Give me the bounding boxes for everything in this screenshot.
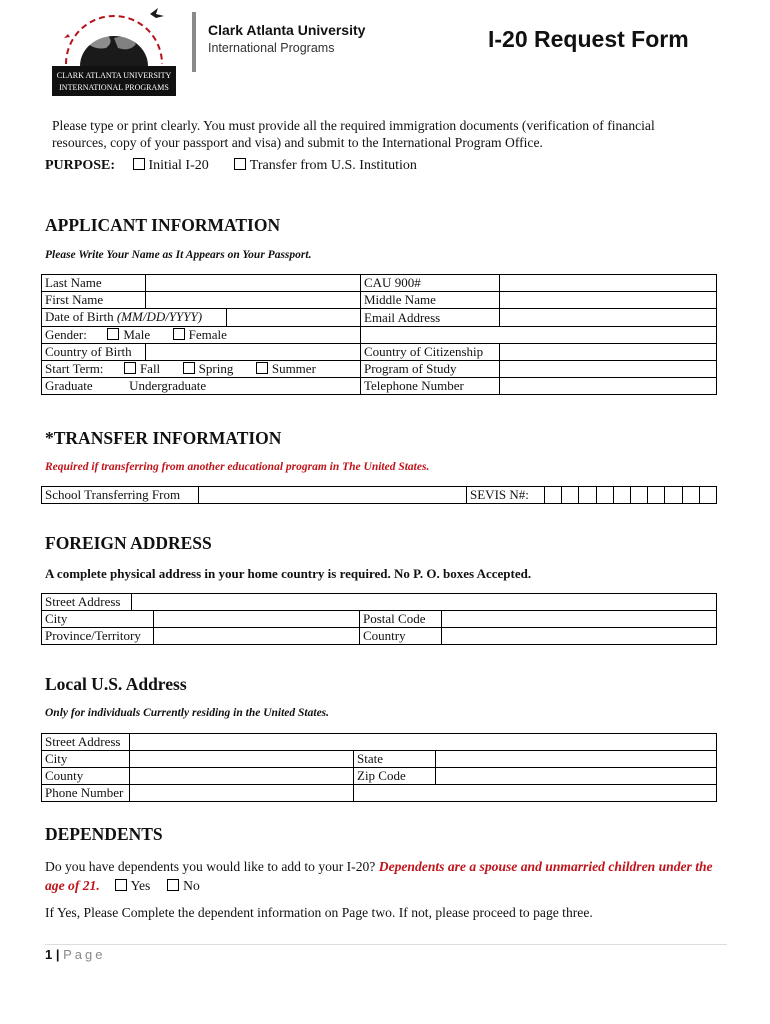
female-checkbox[interactable] (173, 328, 185, 340)
county-label: County (42, 768, 130, 785)
sevis-digit[interactable] (682, 487, 699, 504)
dob-field[interactable] (228, 309, 360, 326)
intro-text: Please type or print clearly. You must provide all the required immigration documents (verification of financial resources, copy of your passport and visa) and submit to the International Program Office. (52, 118, 655, 150)
cau-field[interactable] (500, 275, 717, 292)
initial-i20-label: Initial I-20 (148, 158, 209, 173)
postal-label: Postal Code (360, 611, 442, 628)
sevis-digit[interactable] (596, 487, 613, 504)
transfer-label: Transfer from U.S. Institution (249, 158, 417, 173)
local-table (41, 733, 717, 802)
summer-label: Summer (271, 361, 316, 376)
dependents-no-checkbox[interactable] (167, 879, 179, 891)
program-field[interactable] (500, 361, 717, 378)
local-heading: Local U.S. Address (45, 674, 187, 694)
footer-divider (45, 944, 727, 945)
logo-line-2: INTERNATIONAL PROGRAMS (59, 83, 169, 92)
fall-label: Fall (139, 361, 161, 376)
cau-label: CAU 900# (361, 275, 500, 292)
dob-label: Date of Birth (45, 309, 114, 324)
summer-checkbox[interactable] (256, 362, 268, 374)
dob-label-cell (42, 309, 227, 326)
school-label: School Transferring From (42, 487, 199, 504)
globe-icon (64, 8, 164, 66)
purpose-row (45, 158, 417, 174)
dob-format: (MM/DD/YYYY) (116, 309, 203, 324)
page-word: Page (63, 947, 106, 962)
undergraduate-label[interactable]: Undergraduate (129, 378, 207, 393)
zip-field[interactable] (436, 768, 717, 785)
page-footer (45, 947, 106, 962)
middle-name-field[interactable] (500, 292, 717, 309)
sevis-digit[interactable] (699, 487, 716, 504)
transfer-table (41, 486, 717, 504)
state-field[interactable] (436, 751, 717, 768)
applicant-heading: APPLICANT INFORMATION (45, 215, 281, 235)
zip-label: Zip Code (354, 768, 436, 785)
telephone-label: Telephone Number (361, 378, 500, 395)
department-name: International Programs (208, 41, 335, 55)
foreign-street-label: Street Address (42, 594, 132, 611)
telephone-field[interactable] (500, 378, 717, 395)
dependents-question: Do you have dependents you would like to add to your I-20? (45, 859, 376, 874)
male-label: Male (123, 327, 151, 342)
dependents-heading: DEPENDENTS (45, 824, 163, 844)
foreign-table (41, 593, 717, 645)
dependents-definition: Dependents are a spouse and unmarried children under the age of 21. (45, 859, 713, 893)
transfer-note: Required if transferring from another educational program in The United States. (45, 461, 430, 473)
sevis-digit[interactable] (648, 487, 665, 504)
first-name-label: First Name (42, 292, 146, 309)
graduate-label[interactable]: Graduate (45, 378, 93, 393)
last-name-label: Last Name (42, 275, 146, 292)
local-street-field[interactable] (130, 734, 717, 751)
form-title: I-20 Request Form (488, 26, 689, 52)
transfer-checkbox[interactable] (234, 158, 246, 170)
middle-name-label: Middle Name (361, 292, 500, 309)
program-label: Program of Study (361, 361, 500, 378)
email-label: Email Address (361, 309, 500, 327)
transfer-heading: *TRANSFER INFORMATION (45, 428, 282, 448)
first-name-field[interactable] (146, 292, 361, 309)
university-name: Clark Atlanta University (208, 22, 366, 38)
foreign-city-label: City (42, 611, 154, 628)
email-field[interactable] (500, 309, 717, 327)
foreign-street-field[interactable] (132, 594, 717, 611)
foreign-note: A complete physical address in your home country is required. No P. O. boxes Accepted. (45, 566, 532, 581)
dependents-followup: If Yes, Please Complete the dependent information on Page two. If not, please proceed to page three. (45, 905, 593, 920)
foreign-country-label: Country (360, 628, 442, 645)
sevis-digit[interactable] (544, 487, 561, 504)
phone-label: Phone Number (42, 785, 130, 802)
sevis-digit[interactable] (579, 487, 596, 504)
female-label: Female (188, 327, 227, 342)
spring-checkbox[interactable] (183, 362, 195, 374)
start-term-label: Start Term: (45, 361, 104, 376)
purpose-label: PURPOSE: (45, 158, 115, 173)
local-street-label: Street Address (42, 734, 130, 751)
logo-line-1: CLARK ATLANTA UNIVERSITY (56, 71, 172, 80)
province-label: Province/Territory (42, 628, 154, 645)
country-birth-field[interactable] (146, 344, 361, 361)
sevis-digit[interactable] (630, 487, 647, 504)
foreign-city-field[interactable] (154, 611, 360, 628)
male-checkbox[interactable] (107, 328, 119, 340)
country-citizenship-label: Country of Citizenship (361, 344, 500, 361)
header-divider (192, 12, 196, 72)
foreign-heading: FOREIGN ADDRESS (45, 533, 212, 553)
applicant-table (41, 274, 717, 395)
fall-checkbox[interactable] (124, 362, 136, 374)
dependents-yes-checkbox[interactable] (115, 879, 127, 891)
foreign-country-field[interactable] (442, 628, 717, 645)
dependents-question-block (45, 857, 720, 895)
sevis-digit[interactable] (562, 487, 579, 504)
sevis-digit[interactable] (613, 487, 630, 504)
page-number: 1 (45, 947, 53, 962)
phone-field[interactable] (130, 785, 354, 802)
country-birth-label: Country of Birth (42, 344, 146, 361)
province-field[interactable] (154, 628, 360, 645)
state-label: State (354, 751, 436, 768)
local-note: Only for individuals Currently residing in the United States. (45, 707, 330, 719)
initial-i20-checkbox[interactable] (133, 158, 145, 170)
last-name-field[interactable] (146, 275, 361, 292)
country-citizenship-field[interactable] (500, 344, 717, 361)
sevis-label: SEVIS N#: (467, 487, 545, 504)
applicant-note: Please Write Your Name as It Appears on Your Passport. (45, 249, 312, 261)
page-separator: | (55, 947, 60, 962)
gender-label: Gender: (45, 327, 87, 342)
school-field[interactable] (198, 487, 466, 504)
cau-international-programs-logo (52, 4, 176, 96)
dependents-yes-label: Yes (130, 878, 151, 893)
postal-field[interactable] (442, 611, 717, 628)
sevis-digit[interactable] (665, 487, 682, 504)
county-field[interactable] (130, 768, 354, 785)
local-city-field[interactable] (130, 751, 354, 768)
spring-label: Spring (198, 361, 234, 376)
dependents-no-label: No (183, 878, 200, 893)
local-city-label: City (42, 751, 130, 768)
